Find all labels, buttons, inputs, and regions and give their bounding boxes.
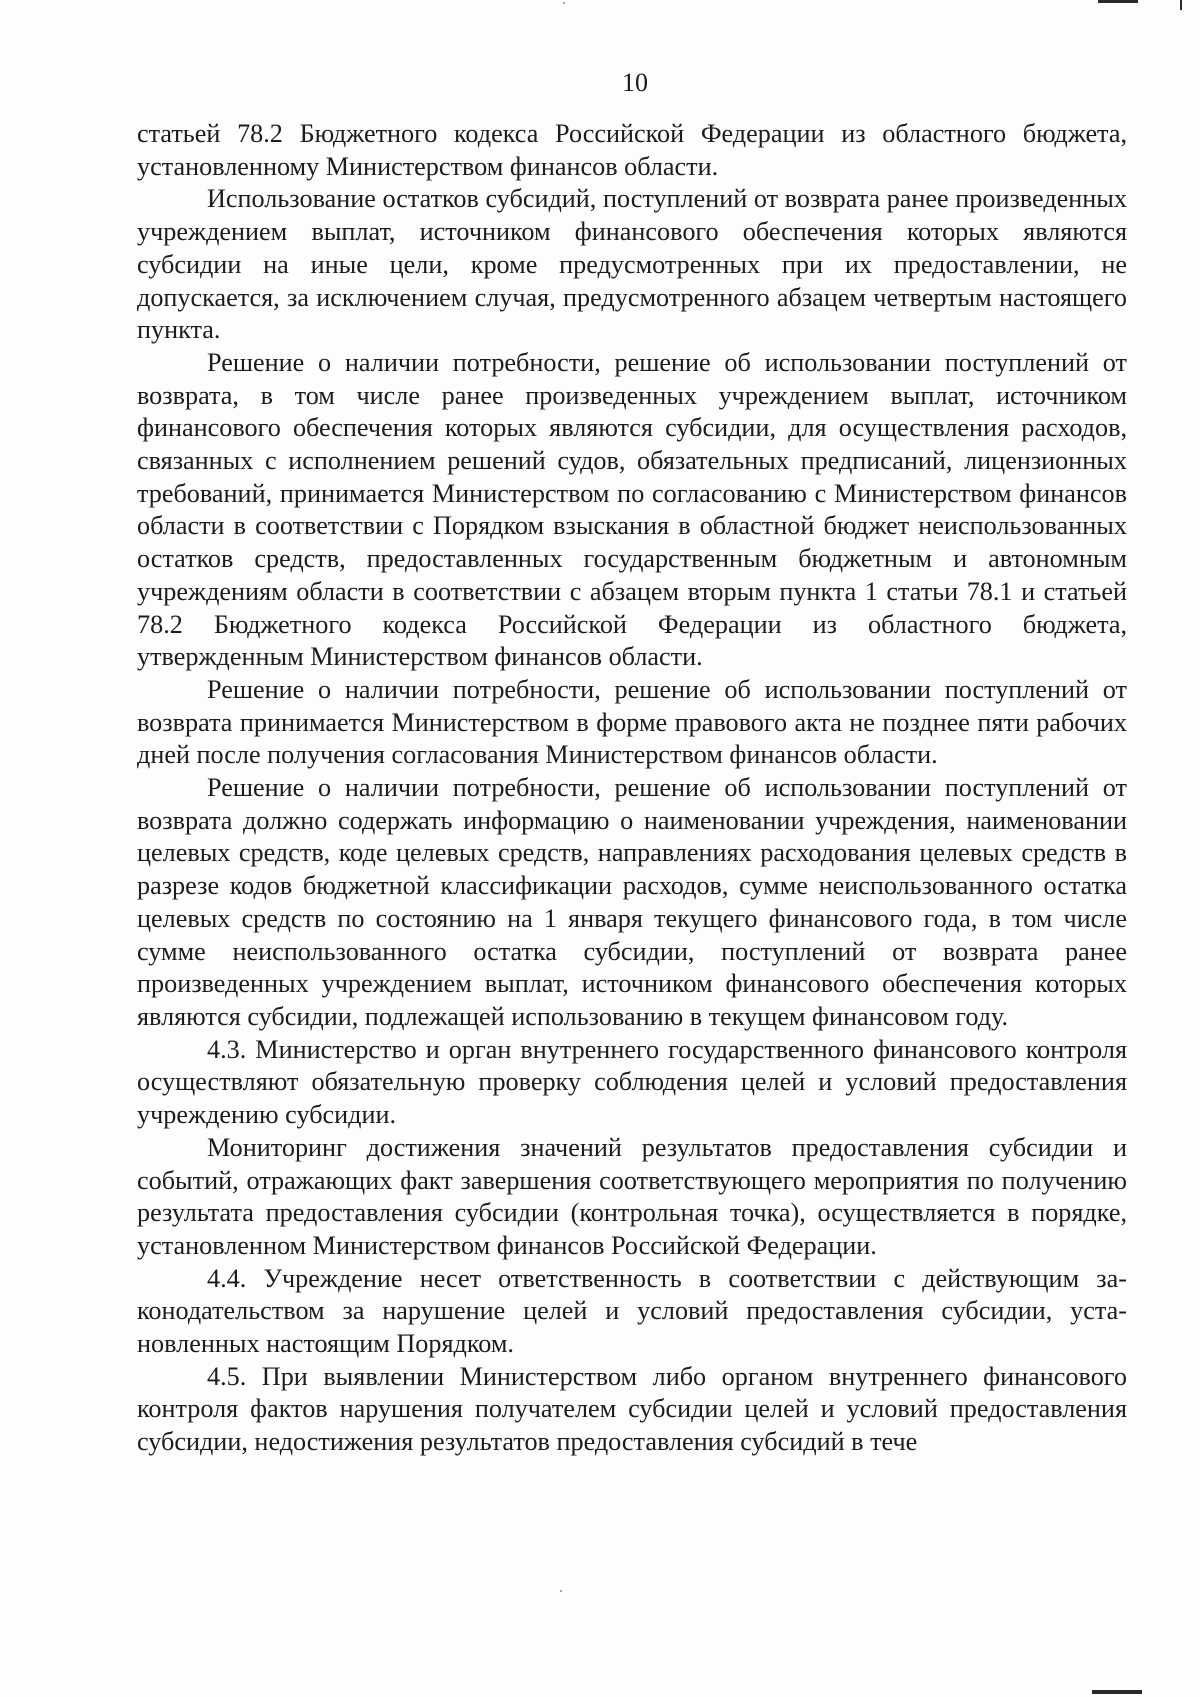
paragraph: Решение о наличии потребности, решение об использовании поступлений от возврата принимается Министерством в форме правового акта не позднее пяти рабочих дней после получения согласования Министерством финансов области. bbox=[137, 674, 1127, 770]
document-body bbox=[137, 118, 1127, 1459]
scan-mark-top-right-tick bbox=[1180, 0, 1182, 10]
paragraph: Решение о наличии потребности, решение об использовании поступлений от возврата должно содержать информацию о наименовании учреждения, наименовании целевых средств, коде целевых средств, направлениях расходования целевых средств в разрезе кодов бюджетной классификации расходов, сумме неиспользованного остатка целевых средств по состоянию на 1 января текущего финансового года, в том числе сумме неиспользованного остатка субсидии, поступлений от возврата ранее произведенных учреждением выплат, источником финансового обеспечения которых являются субсидии, подлежащей использованию в текущем финансовом году. bbox=[137, 773, 1127, 1031]
scan-dot-bottom bbox=[560, 1590, 562, 1592]
scan-mark-top-right bbox=[1098, 0, 1138, 3]
paragraph-section-4-4: 4.4. Учреждение несет ответственность в соответствии с действующим законодательством за нарушение целей и условий предоставления субсидии, установленных настоящим Порядком. bbox=[137, 1263, 1127, 1359]
paragraph-section-4-3: 4.3. Министерство и орган внутреннего государственного финансового контроля осуществляют обязательную проверку соблюдения целей и условий предоставления учреждению субсидии. bbox=[137, 1034, 1127, 1130]
paragraph: Решение о наличии потребности, решение об использовании поступлений от возврата, в том числе ранее произведенных учреждением выплат, источником финансового обеспечения которых являются субсидии, для осуществления расходов, связанных с исполнением решений судов, обязательных предписаний, лицензионных требований, принимается Министерством по согласованию с Министерством финансов области в соответствии с Порядком взыскания в областной бюджет неиспользованных остатков средств, предоставленных государственным бюджетным и автономным учреждениям области в соответствии с абзацем вторым пункта 1 статьи 78.1 и статьей 78.2 Бюджетного кодекса Российской Федерации из областного бюджета, утвержденным Министерством финансов области. bbox=[137, 347, 1127, 672]
paragraph-continuation: статьей 78.2 Бюджетного кодекса Российской Федерации из областного бюджета, установленному Министерством финансов области. bbox=[137, 119, 1127, 181]
paragraph-section-4-5: 4.5. При выявлении Министерством либо органом внутреннего финансового контроля фактов нарушения получателем субсидии целей и условий предоставления субсидии, недостижения результатов предоставления субсидий в тече bbox=[137, 1361, 1127, 1457]
scan-mark-bottom-right bbox=[1092, 1690, 1142, 1694]
paragraph: Использование остатков субсидий, поступлений от возврата ранее произведенных учреждением выплат, источником финансового обеспечения которых являются субсидии на иные цели, кроме предусмотренных при их предоставлении, не допускается, за исключением случая, предусмотренного абзацем четвертым настоящего пункта. bbox=[137, 184, 1127, 345]
page-number: 10 bbox=[622, 68, 648, 97]
scan-dot-top bbox=[563, 2, 565, 4]
paragraph: Мониторинг достижения значений результатов предоставления субсидии и событий, отражающих факт завершения соответствующего мероприятия по получению результата предоставления субсидии (контрольная точка), осуществляется в порядке, установленном Министерством финансов Российской Федерации. bbox=[137, 1132, 1127, 1260]
